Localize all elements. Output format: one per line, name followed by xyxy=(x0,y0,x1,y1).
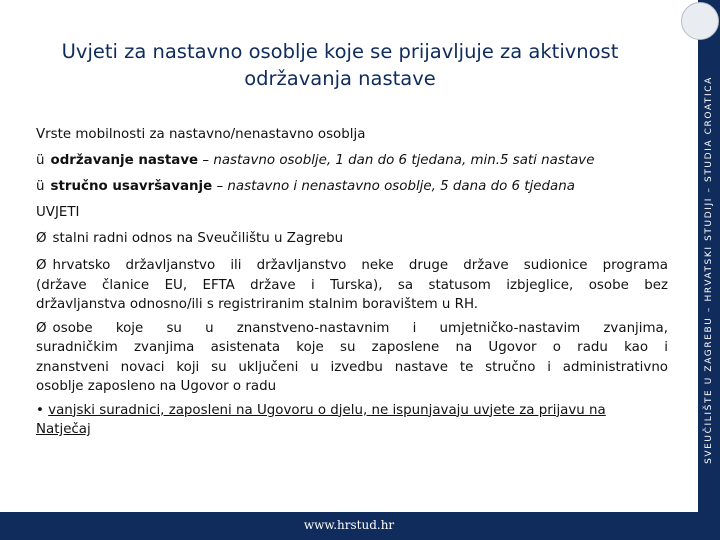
arrow-bullet-icon: Ø xyxy=(36,320,47,336)
external-associates-line: Natječaj xyxy=(36,422,91,437)
title-line-2: održavanja nastave xyxy=(244,67,436,90)
check-item-teaching-label: održavanje nastave xyxy=(50,153,199,168)
check-item-teaching-detail: – nastavno osoblje, 1 dan do 6 tjedana, min.5 sati nastave xyxy=(198,153,595,168)
footer-bar xyxy=(0,512,698,540)
external-associates-line: • vanjski suradnici, zaposleni na Ugovoru o djelu, ne ispunjavaju uvjete za prijavu na xyxy=(36,402,606,418)
condition-staff xyxy=(36,319,668,397)
footer-url[interactable]: www.hrstud.hr xyxy=(303,518,395,532)
mobility-heading: Vrste mobilnosti za nastavno/nenastavno osoblja xyxy=(36,127,366,142)
condition-staff-line: osoblje zaposleno na Ugovor o radu xyxy=(36,379,277,394)
slide-title xyxy=(40,38,640,92)
check-item-training xyxy=(36,174,668,200)
sidebar-caption: SVEUČILIŠTE U ZAGREBU – HRVATSKI STUDIJI – STUDIA CROATICA xyxy=(704,76,714,464)
condition-staff-line: znanstveni novaci koji su uključeni u izvedbu nastave te stručno i administrativno xyxy=(36,359,668,375)
check-item-training-label: stručno usavršavanje xyxy=(50,179,213,194)
check-icon: ü xyxy=(36,153,45,168)
check-item-training-detail: – nastavno i nenastavno osoblje, 5 dana do 6 tjedana xyxy=(212,179,575,194)
university-seal-icon xyxy=(681,2,719,40)
slide-body xyxy=(36,122,668,440)
arrow-bullet-icon: Ø xyxy=(36,231,47,246)
check-icon: ü xyxy=(36,179,45,194)
arrow-bullet-icon: Ø xyxy=(36,258,47,273)
condition-staff-line: Ø osobe koje su u znanstveno-nastavnim i umjetničko-nastavim zvanjima, xyxy=(36,319,668,339)
condition-citizenship-line: (države članice EU, EFTA države i Turska), sa statusom izbjeglice, osobe bez xyxy=(36,277,668,293)
check-item-teaching xyxy=(36,148,668,174)
condition-citizenship-line: Ø hrvatsko državljanstvo ili državljanstvo neke druge države sudionice programa xyxy=(36,256,668,276)
condition-employment xyxy=(36,226,668,252)
condition-employment-text: stalni radni odnos na Sveučilištu u Zagrebu xyxy=(52,231,344,246)
condition-staff-line: suradničkim zvanjima asistenata koje su zaposlene na Ugovor o radu kao i xyxy=(36,340,668,355)
condition-citizenship xyxy=(36,256,668,315)
condition-citizenship-line: državljanstva odnosno/ili s registriranim stalnim boravištem u RH. xyxy=(36,297,479,312)
university-sidebar xyxy=(698,0,720,540)
bullet-icon: • xyxy=(36,402,44,418)
conditions-heading: UVJETI xyxy=(36,205,80,220)
external-associates-note xyxy=(36,401,668,440)
title-line-1: Uvjeti za nastavno osoblje koje se prijavljuje za aktivnost xyxy=(61,40,619,63)
